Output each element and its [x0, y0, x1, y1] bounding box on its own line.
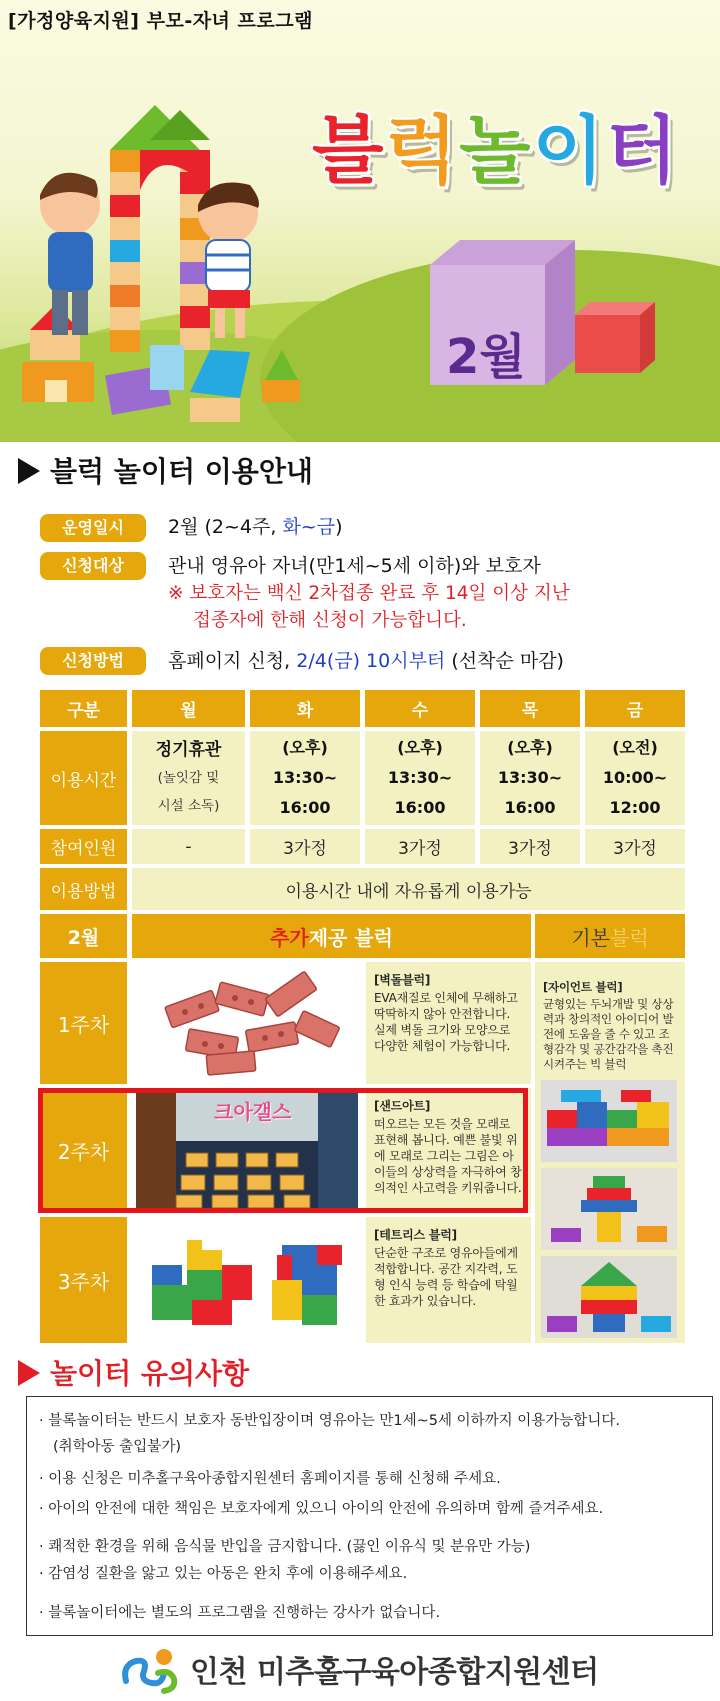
program-tag: [가정양육지원] 부모-자녀 프로그램	[8, 10, 313, 32]
center-logo-icon	[118, 1643, 180, 1695]
participant-cell: 3가정	[585, 829, 685, 864]
participant-cell: 3가정	[250, 829, 360, 864]
week2-highlight-box	[38, 1088, 528, 1213]
note-item: · 감염성 질환을 앓고 있는 아동은 완치 후에 이용해주세요.	[39, 1566, 408, 1582]
title-char: 놀	[458, 108, 533, 194]
sandart-sign: 크아갤스	[214, 1100, 292, 1124]
triangle-arrow-icon	[18, 1360, 40, 1386]
sandart-desc: [샌드아트] 떠오르는 모든 것을 모래로 표현해 봅니다. 예쁜 불빛 위에 모래로 그리는 그림은 아이들의 상상력을 자극하여 창의적인 사고력을 키워줍니다.	[366, 1088, 531, 1213]
month-cube-label: 2월	[446, 329, 526, 385]
table-header: 목	[480, 690, 580, 727]
table-header: 월	[132, 690, 245, 727]
notes-heading: 놀이터 유의사항	[18, 1352, 249, 1392]
time-cell: (오후) 13:30~ 16:00	[250, 731, 360, 825]
title-char: 터	[605, 108, 680, 194]
note-item: · 블록놀이터는 반드시 보호자 동반입장이며 영유아는 만1세~5세 이하까지 이용가능합니다.	[39, 1413, 620, 1429]
time-cell: (오후) 13:30~ 16:00	[365, 731, 475, 825]
row-label-method: 이용방법	[40, 868, 127, 910]
operation-date-text: 2월 (2~4주, 화~금)	[168, 516, 343, 538]
label-apply-method: 신청방법	[40, 647, 146, 675]
giant-block-photo	[541, 1080, 677, 1162]
title-char: 블	[312, 108, 386, 194]
footer	[118, 1643, 599, 1695]
note-item: · 아이의 안전에 대한 책임은 보호자에게 있으니 아이의 안전에 유의하며 함께 즐겨주세요.	[39, 1501, 604, 1517]
label-operation-date: 운영일시	[40, 514, 146, 542]
notes-box	[26, 1396, 713, 1636]
participant-cell: 3가정	[480, 829, 580, 864]
brick-block-desc: [벽돌블럭] EVA재질로 인체에 무해하고 딱딱하지 않아 안전합니다. 실제 벽돌 크기와 모양으로 다양한 체험이 가능합니다.	[366, 962, 531, 1084]
note-item: (취학아동 출입불가)	[53, 1439, 181, 1455]
row-label-participants: 참여인원	[40, 829, 127, 864]
monday-closed: 정기휴관 (놀잇감 및 시설 소독)	[132, 731, 245, 825]
hero-illustration	[0, 0, 720, 442]
title-char: 럭	[385, 108, 459, 194]
week-label: 3주차	[40, 1217, 127, 1343]
table-header: 구분	[40, 690, 127, 727]
table-header: 금	[585, 690, 685, 727]
hero-title	[312, 92, 679, 198]
giant-block-photo	[541, 1168, 677, 1250]
row-label-time: 이용시간	[40, 731, 127, 825]
table-header: 화	[250, 690, 360, 727]
time-cell: (오후) 13:30~ 16:00	[480, 731, 580, 825]
label-target: 신청대상	[40, 552, 146, 580]
apply-method-text: 홈페이지 신청, 2/4(금) 10시부터 (선착순 마감)	[168, 650, 564, 672]
warning-line-1: ※ 보호자는 백신 2차접종 완료 후 14일 이상 지난	[168, 583, 570, 604]
table-header: 수	[365, 690, 475, 727]
participant-cell: -	[132, 829, 245, 864]
tetris-block-photo	[132, 1217, 362, 1343]
month-label: 2월	[40, 914, 127, 958]
note-item: · 쾌적한 환경을 위해 음식물 반입을 금지합니다. (끓인 이유식 및 분유만 가능)	[39, 1539, 531, 1555]
time-cell: (오전) 10:00~ 12:00	[585, 731, 685, 825]
basic-blocks-heading: 기본 블럭	[535, 914, 685, 958]
method-text: 이용시간 내에 자유롭게 이용가능	[132, 868, 685, 910]
target-text: 관내 영유아 자녀(만1세~5세 이하)와 보호자	[168, 555, 541, 577]
extra-blocks-heading: 추가 제공 블럭	[132, 914, 531, 958]
giant-block-photos	[541, 1080, 677, 1338]
giant-block-desc: [자이언트 블럭] 균형있는 두뇌개발 및 상상력과 창의적인 아이디어 발전에 도움을 줄 수 있고 조형감각 및 공간감각을 촉진시켜주는 빅 블럭	[535, 962, 685, 1343]
note-item: · 이용 신청은 미추홀구육아종합지원센터 홈페이지를 통해 신청해 주세요.	[39, 1471, 501, 1487]
triangle-arrow-icon	[18, 458, 40, 484]
guide-heading: 블럭 놀이터 이용안내	[18, 450, 313, 490]
brick-block-photo	[132, 962, 362, 1084]
tetris-block-desc: [테트리스 블럭] 단순한 구조로 영유아들에게 적합합니다. 공간 지각력, 도형 인식 능력 등 학습에 탁월한 효과가 있습니다.	[366, 1217, 531, 1343]
week-label: 1주차	[40, 962, 127, 1084]
note-item: · 블록놀이터에는 별도의 프로그램을 진행하는 강사가 없습니다.	[39, 1605, 441, 1621]
participant-cell: 3가정	[365, 829, 475, 864]
giant-block-photo	[541, 1256, 677, 1338]
title-char: 이	[532, 108, 606, 194]
center-name: 인천 미추홀구육아종합지원센터	[190, 1655, 599, 1690]
warning-line-2: 접종자에 한해 신청이 가능합니다.	[193, 610, 467, 631]
week-label: 2주차	[40, 1088, 127, 1213]
hero-banner	[0, 0, 720, 442]
